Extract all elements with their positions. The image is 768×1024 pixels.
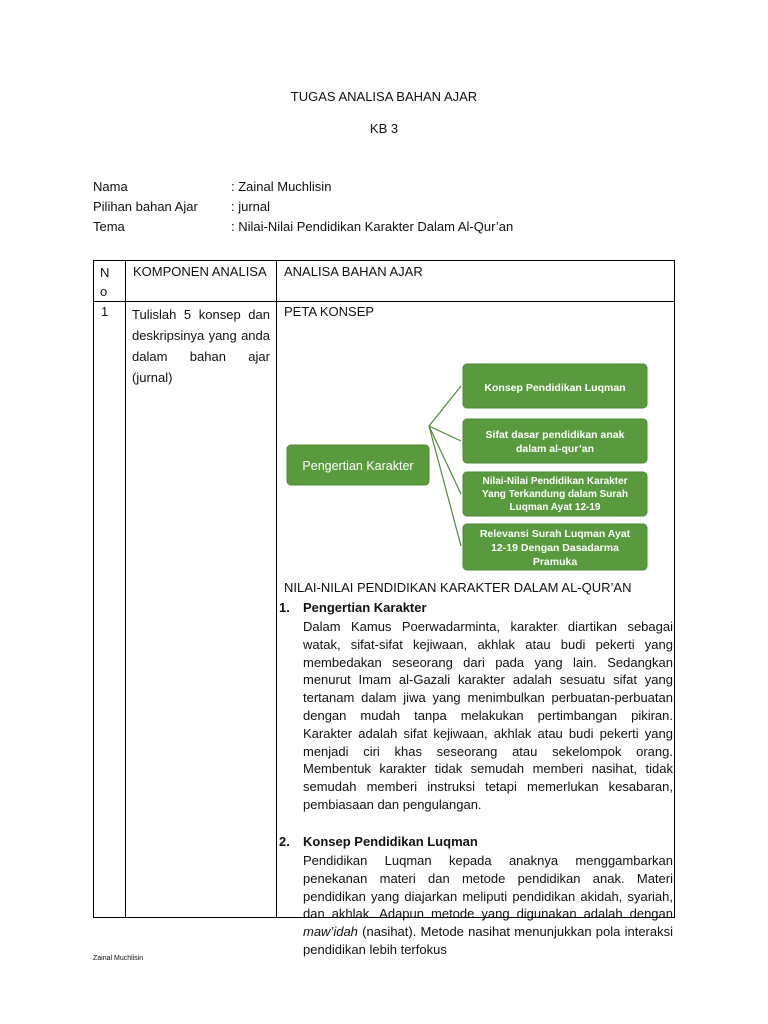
- meta-label-tema: Tema: [93, 219, 125, 234]
- section-1-heading: Pengertian Karakter: [303, 600, 427, 615]
- header-komponen-cell: [126, 261, 277, 302]
- section-1-body: Dalam Kamus Poerwadarminta, karakter diartikan sebagai watak, sifat-sifat kejiwaan, akhlak atau budi pekerti yang membedakan seseorang dari pada yang lain. Sedangkan menurut Imam al-Gazali karakter adalah sesuatu sifat yang tertanam dalam jiwa yang menimbulkan perbuatan-perbuatan dengan mudah tanpa melakukan pertimbangan pikiran. Karakter adalah sifat kejiwaan, akhlak atau budi pekerti yang menjadi ciri khas seseorang atau sekelompok orang. Membentuk karakter tidak semudah memberi nasihat, tidak semudah memberi instruksi tetapi memerlukan kesabaran, pembiasaan dan pengulangan.: [303, 619, 673, 812]
- section-2-heading-row: [279, 832, 673, 852]
- section-title: NILAI-NILAI PENDIDIKAN KARAKTER DALAM AL-QUR’AN: [284, 580, 632, 595]
- header-analisa: ANALISA BAHAN AJAR: [284, 264, 423, 279]
- section-2-heading: Konsep Pendidikan Luqman: [303, 834, 478, 849]
- meta-block: [93, 177, 653, 237]
- concept-node: [463, 419, 647, 463]
- meta-row-pilihan: [93, 197, 653, 217]
- concept-node-label: Nilai-Nilai Pendidikan Karakter: [482, 476, 628, 487]
- meta-label-pilihan: Pilihan bahan Ajar: [93, 199, 198, 214]
- concept-node-label: 12-19 Dengan Dasadarma: [491, 542, 619, 554]
- meta-value-nama: : Zainal Muchlisin: [231, 179, 332, 194]
- section-1: [279, 598, 673, 814]
- section-2-number: 2.: [279, 834, 290, 849]
- concept-node: [463, 364, 647, 408]
- section-2-body-italic: maw’idah: [303, 924, 358, 940]
- section-2-body: [303, 852, 673, 959]
- table-header-row: [94, 261, 675, 302]
- concept-map-label: PETA KONSEP: [284, 304, 375, 319]
- meta-value-pilihan: : jurnal: [231, 199, 271, 214]
- concept-node-label: dalam al-qur’an: [516, 443, 594, 455]
- concept-node-label: Luqman Ayat 12-19: [509, 502, 601, 513]
- concept-node: [463, 524, 647, 570]
- row-komponen: Tulislah 5 konsep dan deskripsinya yang anda dalam bahan ajar (jurnal): [132, 307, 270, 385]
- concept-node-label: Sifat dasar pendidikan anak: [485, 429, 625, 441]
- concept-node-label: Konsep Pendidikan Luqman: [484, 382, 626, 394]
- document-subtitle: KB 3: [369, 121, 399, 136]
- concept-node-label: Yang Terkandung dalam Surah: [482, 489, 628, 500]
- concept-node-label: Pramuka: [532, 556, 578, 568]
- connector-lines: [429, 386, 461, 546]
- meta-row-nama: [93, 177, 653, 197]
- analysis-table: [93, 260, 675, 957]
- table-row: [94, 302, 675, 918]
- row-no-cell: [94, 302, 126, 918]
- concept-root: [287, 445, 429, 485]
- concept-node: [463, 472, 647, 516]
- header-komponen: KOMPONEN ANALISA: [133, 264, 267, 279]
- section-2-body-text-continued: (nasihat). Metode nasihat menunjukkan pola interaksi pendidikan lebih terfokus: [303, 924, 673, 957]
- row-analisa-cell: [277, 302, 675, 957]
- row-komponen-cell: [126, 302, 277, 918]
- section-1-number: 1.: [279, 600, 290, 615]
- connector-line: [429, 426, 461, 546]
- connector-line: [429, 426, 461, 441]
- meta-row-tema: [93, 217, 653, 237]
- header-no-cell: [94, 261, 126, 302]
- section-2-body-text: Pendidikan Luqman kepada anaknya menggambarkan penekanan materi dan metode pendidikan anak. Materi pendidikan yang diajarkan meliputi pendidikan akidah, syariah, dan akhlak. Adapun metode yang digunakan adalah dengan: [303, 853, 673, 922]
- meta-label-nama: Nama: [93, 179, 128, 194]
- section-1-heading-row: [279, 598, 673, 618]
- meta-value-tema: : Nilai-Nilai Pendidikan Karakter Dalam Al-Qur’an: [231, 219, 514, 234]
- concept-root-label: Pengertian Karakter: [302, 459, 414, 473]
- document-title: TUGAS ANALISA BAHAN AJAR: [290, 89, 478, 104]
- header-no: N o: [100, 265, 110, 299]
- concept-node-label: Relevansi Surah Luqman Ayat: [479, 528, 631, 540]
- concept-map: [277, 302, 675, 578]
- section-2: [279, 832, 673, 959]
- footer-author: Zainal Muchlisin: [93, 955, 144, 962]
- connector-line: [429, 386, 461, 426]
- row-no: 1: [101, 304, 109, 319]
- header-analisa-cell: [277, 261, 675, 302]
